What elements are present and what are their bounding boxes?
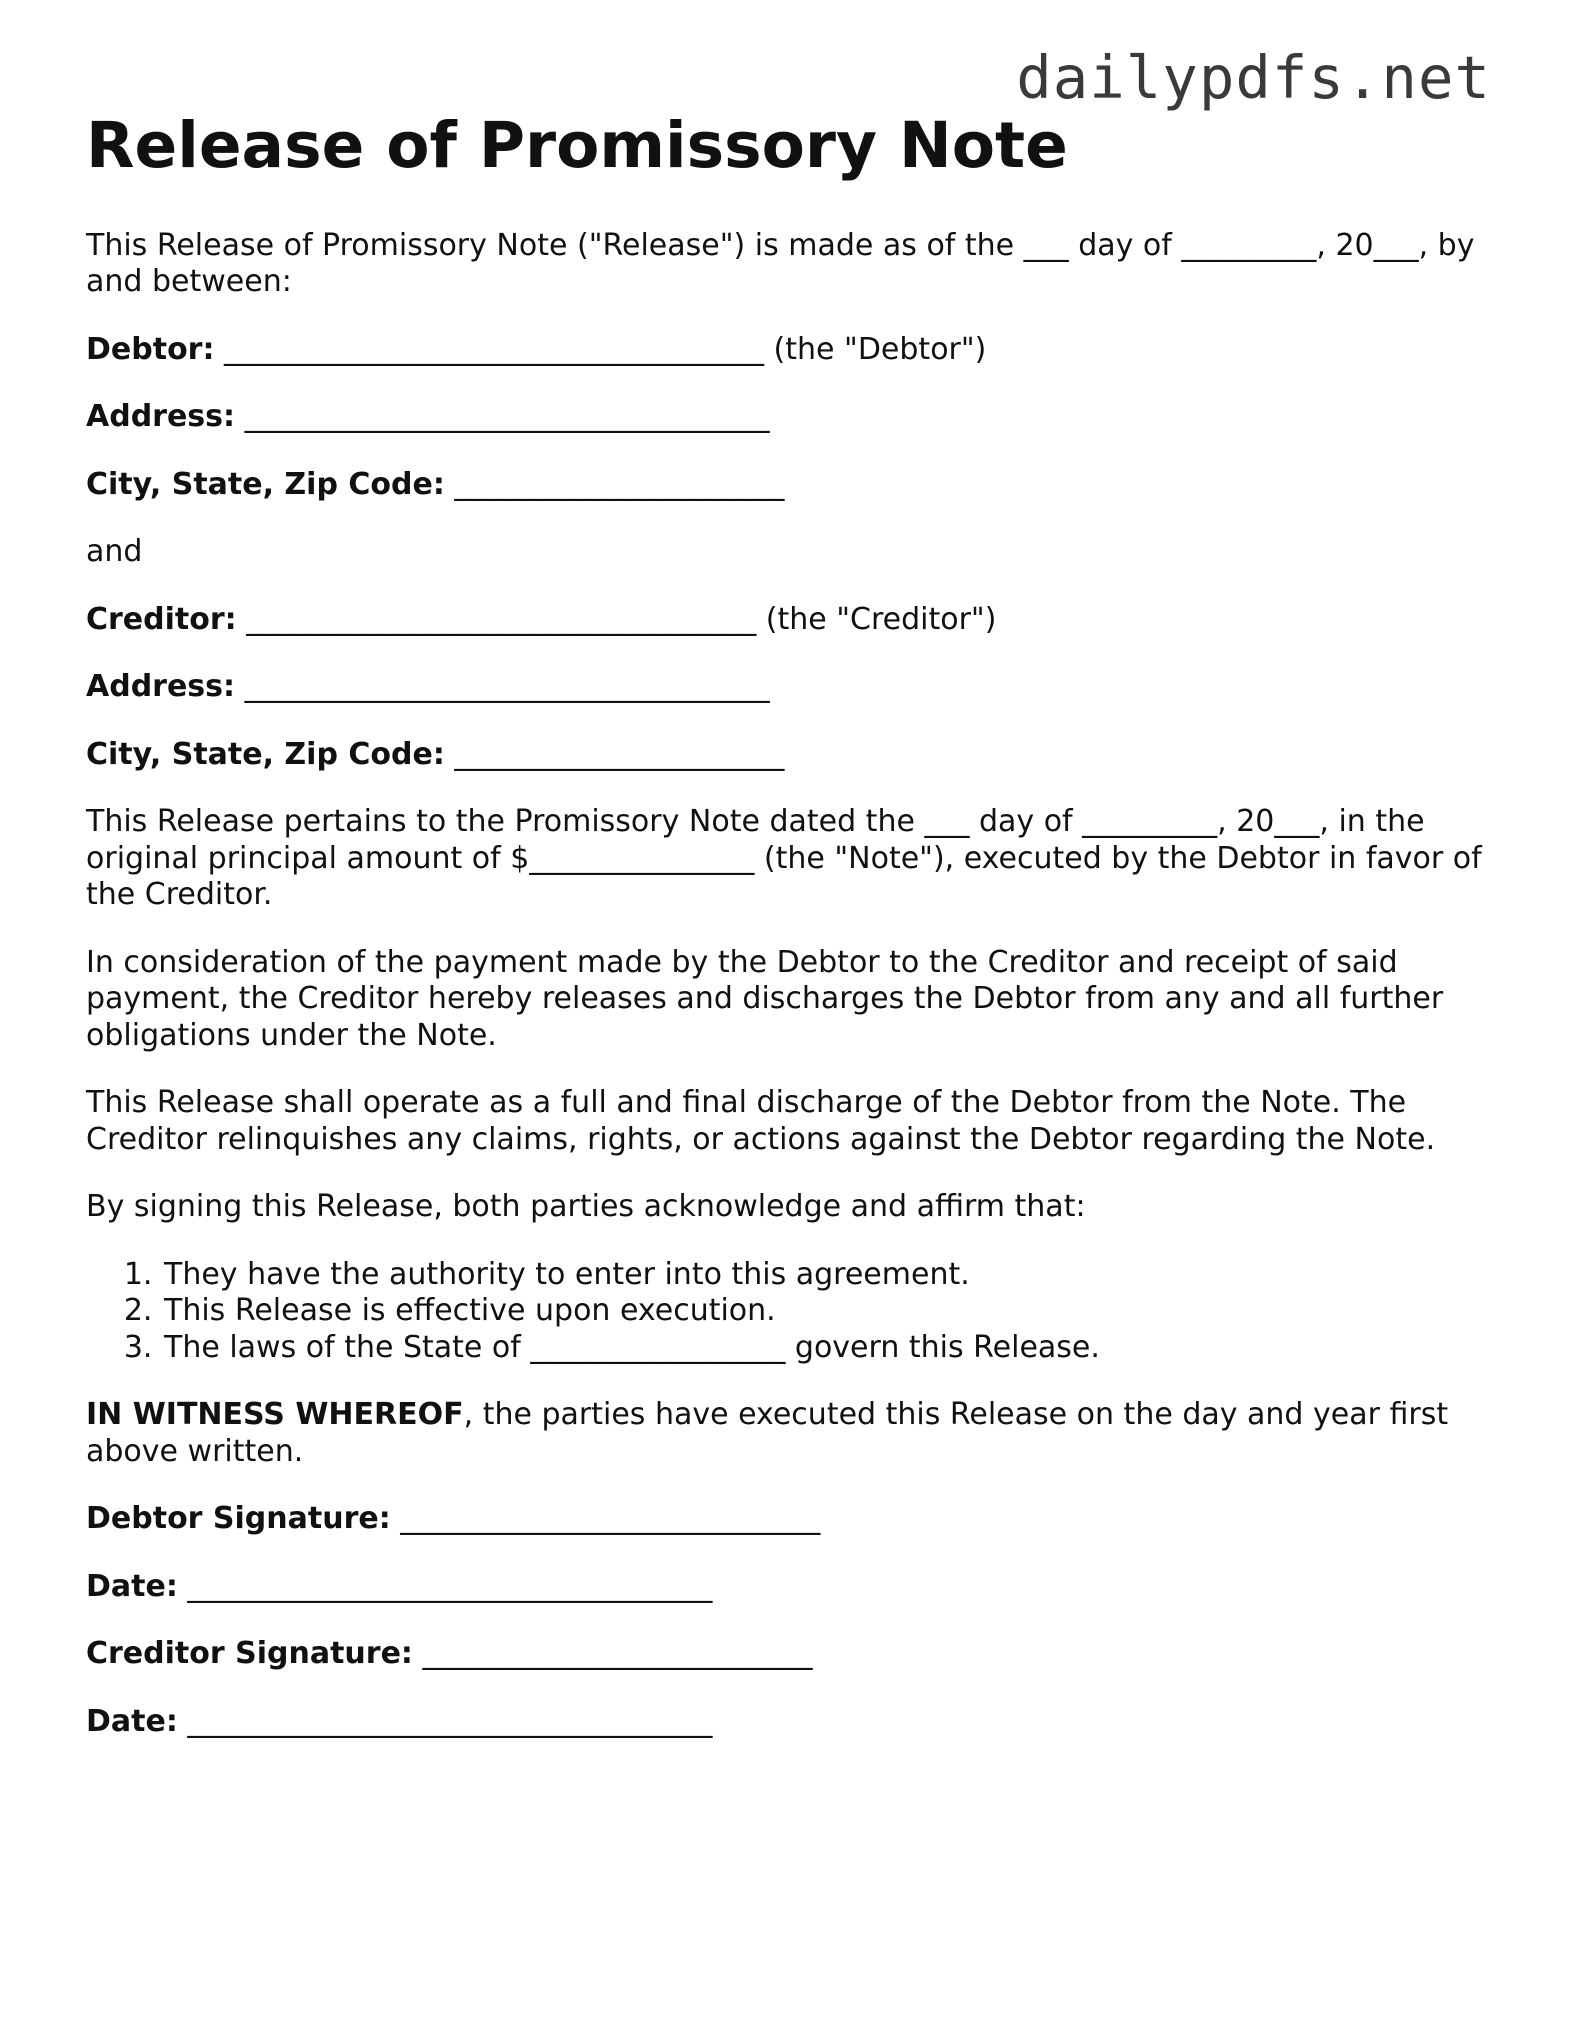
intro-paragraph: This Release of Promissory Note ("Release") is made as of the ___ day of _________, 20___, by and between:: [86, 227, 1475, 300]
pertains-paragraph: This Release pertains to the Promissory Note dated the ___ day of _________, 20___, in the original principal amount of $_______________ (the "Note"), executed by the Debtor in favor of the Creditor.: [86, 804, 1482, 913]
witness-paragraph: [86, 1397, 1496, 1470]
list-item: 1. They have the authority to enter into this agreement.: [162, 1257, 1496, 1294]
debtor-date-label: Date:: [86, 1568, 178, 1604]
creditor-signature-field[interactable]: __________________________: [422, 1636, 813, 1672]
creditor-date-field[interactable]: ___________________________________: [187, 1703, 713, 1739]
watermark: dailypdfs.net: [1016, 43, 1491, 112]
debtor-csz-label: City, State, Zip Code:: [86, 466, 445, 502]
debtor-name-line: [86, 332, 1496, 369]
debtor-address-label: Address:: [86, 399, 236, 435]
consideration-paragraph: In consideration of the payment made by the Debtor to the Creditor and receipt of said payment, the Creditor hereby releases and discharges the Debtor from any and all further obligations under the Note.: [86, 944, 1444, 1053]
creditor-date-label: Date:: [86, 1703, 178, 1739]
discharge-paragraph: This Release shall operate as a full and final discharge of the Debtor from the Note. The Creditor relinquishes any claims, rights, or actions against the Debtor regarding the Note.: [86, 1085, 1436, 1157]
debtor-date-line: [86, 1569, 1496, 1606]
list-item: 3. The laws of the State of _________________ govern this Release.: [162, 1330, 1496, 1367]
list-item: 2. This Release is effective upon execution.: [162, 1293, 1496, 1330]
debtor-date-field[interactable]: ___________________________________: [187, 1568, 713, 1604]
creditor-name-line: [86, 602, 1496, 639]
creditor-csz-line: [86, 737, 1496, 774]
document-body: [86, 108, 1496, 1771]
creditor-signature-label: Creditor Signature:: [86, 1636, 413, 1672]
debtor-signature-field[interactable]: ____________________________: [400, 1501, 821, 1537]
debtor-name-field[interactable]: ____________________________________ (the "Debtor"): [224, 331, 987, 367]
creditor-name-label: Creditor:: [86, 601, 237, 637]
creditor-name-field[interactable]: __________________________________ (the "Creditor"): [246, 601, 997, 637]
creditor-date-line: [86, 1704, 1496, 1741]
debtor-csz-line: [86, 467, 1496, 504]
debtor-signature-line: [86, 1501, 1496, 1538]
debtor-address-line: [86, 399, 1496, 436]
creditor-address-label: Address:: [86, 669, 236, 705]
page-title: Release of Promissory Note: [86, 109, 1068, 182]
creditor-address-line: [86, 669, 1496, 706]
and-text: and: [86, 534, 143, 570]
creditor-signature-line: [86, 1636, 1496, 1673]
creditor-address-field[interactable]: ___________________________________: [244, 669, 770, 705]
debtor-address-field[interactable]: ___________________________________: [244, 399, 770, 435]
witness-rest: , the parties have executed this Release on the day and year first above written.: [86, 1397, 1449, 1469]
debtor-signature-label: Debtor Signature:: [86, 1501, 391, 1537]
affirmations-list: [86, 1257, 1496, 1367]
creditor-csz-field[interactable]: ______________________: [454, 736, 785, 772]
debtor-name-label: Debtor:: [86, 331, 215, 367]
debtor-csz-field[interactable]: ______________________: [454, 466, 785, 502]
acknowledge-paragraph: By signing this Release, both parties acknowledge and affirm that:: [86, 1189, 1086, 1225]
creditor-csz-label: City, State, Zip Code:: [86, 736, 445, 772]
witness-lead: IN WITNESS WHEREOF: [86, 1397, 464, 1433]
